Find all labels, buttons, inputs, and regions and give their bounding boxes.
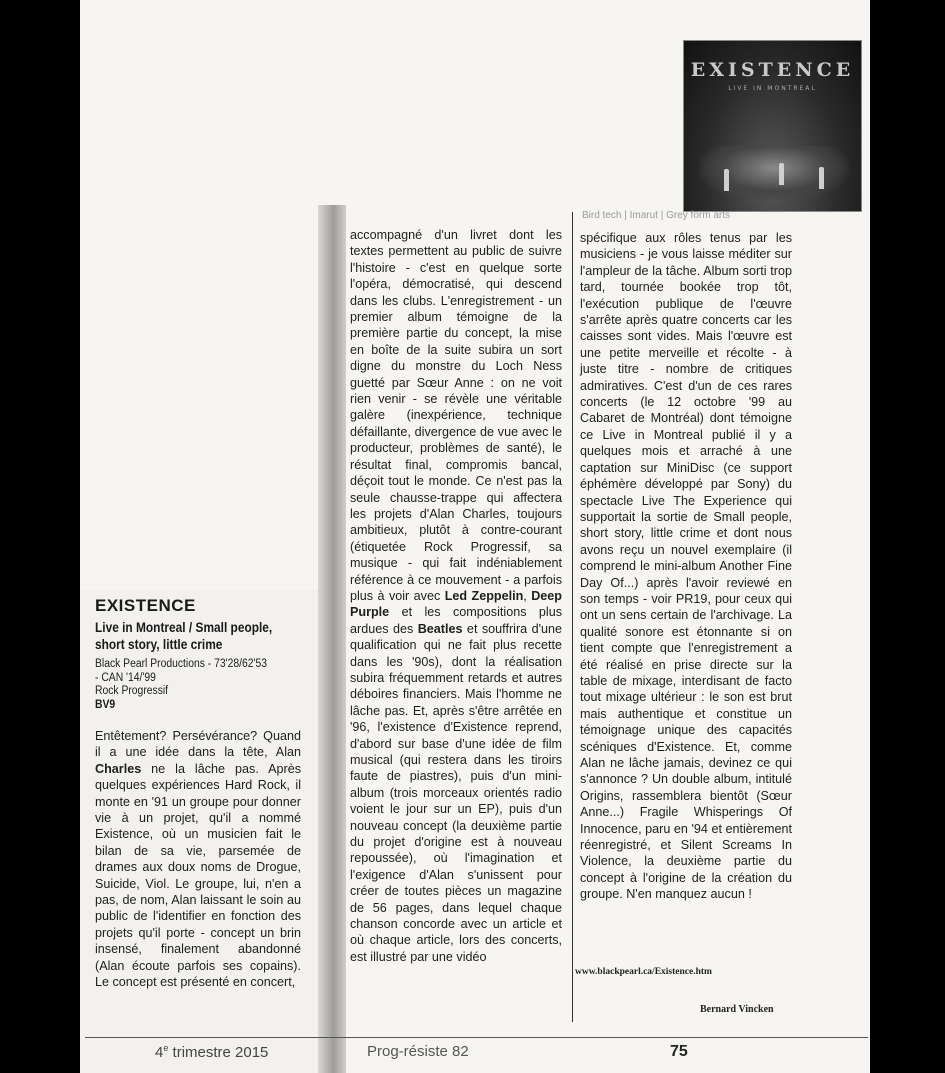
author-signature: Bernard Vincken (700, 1004, 774, 1015)
label-info: - CAN '14/'99 (95, 671, 156, 684)
cover-musician (819, 167, 824, 189)
article-column-1 (95, 728, 301, 991)
column-text: , (523, 588, 532, 603)
bleed-through-text: Bird tech | Imarut | Grey form arts (582, 210, 731, 221)
rating: BV9 (95, 698, 116, 711)
page-number: 75 (670, 1043, 688, 1060)
column-text: ne la lâche pas. Après quelques expériences Hard Rock, il monte en '91 un groupe pour donner vie à un projet, qu'il a nommé Existence, où un musicien fait le bilan de sa vie, parsemée de drames aux doux noms de Drogue, Suicide, Viol. Le groupe, lui, n'en a pas, de nom, Alan laissant le soin au public de l'identifier en fonction des projets qu'il porte - concept un brin insensé, finalement abandonné (Alan écoute parfois ses copains). Le concept est présenté en concert, (95, 761, 301, 990)
band-reference: Deep Purple (350, 588, 562, 620)
article-column-3: spécifique aux rôles tenus par les musiciens - je vous laisse méditer sur l'ampleur de la tâche. Album sorti trop tard, tournée bookée trop tôt, l'exécution publique de l'œuvre s'arrête après quatre concerts car les caisses sont vides. Mais l'œuvre est une petite merveille et récolte - à juste titre - nombre de critiques admiratives. C'est d'un de ces rares concerts (le 12 octobre '99 au Cabaret de Montréal) dont témoigne ce Live in Montreal publié il y a quelques mois et arraché à une captation sur MiniDisc (ce support éphémère développé par Sony) du spectacle Live The Experience qui supportait la sortie de Small people, short story, little crime et dont nous avons reçu un nouvel exemplaire (il comprend le mini-album Another Fine Day Of...) après l'avoir reviewé en son temps - voir PR19, pour ceux qui ont un sens certain de l'archivage. La qualité sonore est étonnante si on tient compte que l'enregistrement a été réalisé en prise directe sur la table de mixage, interdisant de facto tout mixage ultérieur : le son est brut mais authentique et constitue un témoignage unique des capacités scéniques d'Existence. Et, comme Alan ne lâche jamais, devinez ce qui s'annonce ? Un double album, intitulé Origins, rassemblera bientôt (Sœur Anne...) Fragile Whisperings Of Innocence, paru en '94 et entièrement réenregistré, et Silent Screams In Violence, la deuxième partie du concept à l'origine de la création du groupe. N'en manquez aucun ! (580, 231, 792, 902)
column-text: Entêtement? Persévérance? Quand il a une idée dans la tête, Alan (95, 729, 301, 760)
album-cover (683, 40, 862, 212)
genre: Rock Progressif (95, 685, 169, 697)
column-text: et souffrira d'une qualification qui ne fait plus recette dans les '90s), dont la réalisation subira fréquemment retards et autres déboires financiers. Mais l'homme ne lâche pas. Et, après s'être arrêtée en '96, l'existence d'Existence reprend, d'abord sur base d'une idée de film musical (qui restera dans les tiroirs faute de piastres), puis d'un mini-album (trois morceaux orientés radio voient le jour sur un EP), puis d'un nouveau concept (la deuxième partie du projet d'origine est à nouveau repoussée), où l'imagination et l'exigence d'Alan s'unissent pour créer de toutes pièces un magazine de 56 pages, dans lequel chaque chanson concorde avec un article et où chaque article, lors des concerts, est illustré par une vidéo (350, 621, 562, 964)
footer-magazine-name: Prog-résiste 82 (367, 1043, 469, 1060)
article-column-2 (350, 227, 562, 965)
band-name: EXISTENCE (95, 596, 196, 615)
cover-stage-photo (699, 146, 849, 201)
album-title-line: Live in Montreal / Small people, (95, 619, 273, 635)
cover-subtitle: LIVE IN MONTREAL (728, 85, 817, 92)
website-link[interactable]: www.blackpearl.ca/Existence.htm (575, 967, 712, 977)
album-title (95, 619, 308, 653)
column-divider (572, 212, 573, 1022)
column-text: accompagné d'un livret dont les textes permettent au public de suivre l'histoire - c'est en quelque sorte l'opéra, démocratisé, qui descend dans les clubs. L'enregistrement - un premier album témoigne de la première partie du concept, la mise en boîte de la suite subira un sort digne du monstre du Loch Ness guetté par Sœur Anne : on ne voit rien venir - se révèle une véritable galère (inexpérience, technique défaillante, divergence de vue avec le producteur, problèmes de santé), le résultat final, compromis bancal, déçoit tout le monde. Ce n'est pas la seule chausse-trappe qui affectera les projets d'Alan Charles, toujours ambitieux, plutôt à contre-courant (étiquetée Rock Progressif, sa musique - qui fait indéniablement référence à ce mouvement - a parfois plus à voir avec (350, 228, 562, 603)
footer-issue-date (155, 1043, 268, 1061)
quarter-number: 4 (155, 1044, 164, 1061)
band-reference: Led Zeppelin (444, 588, 524, 603)
footer-divider (85, 1037, 868, 1038)
review-header (95, 596, 315, 712)
quarter-suffix: e (163, 1043, 169, 1053)
cover-musician (724, 169, 729, 191)
page-gutter (318, 205, 346, 1073)
album-title-line: short story, little crime (95, 636, 223, 652)
quarter-text: trimestre 2015 (168, 1044, 269, 1061)
column-text: et les compositions plus ardues des (350, 605, 562, 636)
label-info: Black Pearl Productions - 73'28/62'53 (95, 658, 267, 670)
cover-title: EXISTENCE (690, 59, 855, 81)
band-reference: Beatles (417, 621, 463, 636)
artist-name: Charles (95, 761, 142, 776)
album-meta (95, 658, 311, 712)
cover-musician (779, 163, 784, 185)
